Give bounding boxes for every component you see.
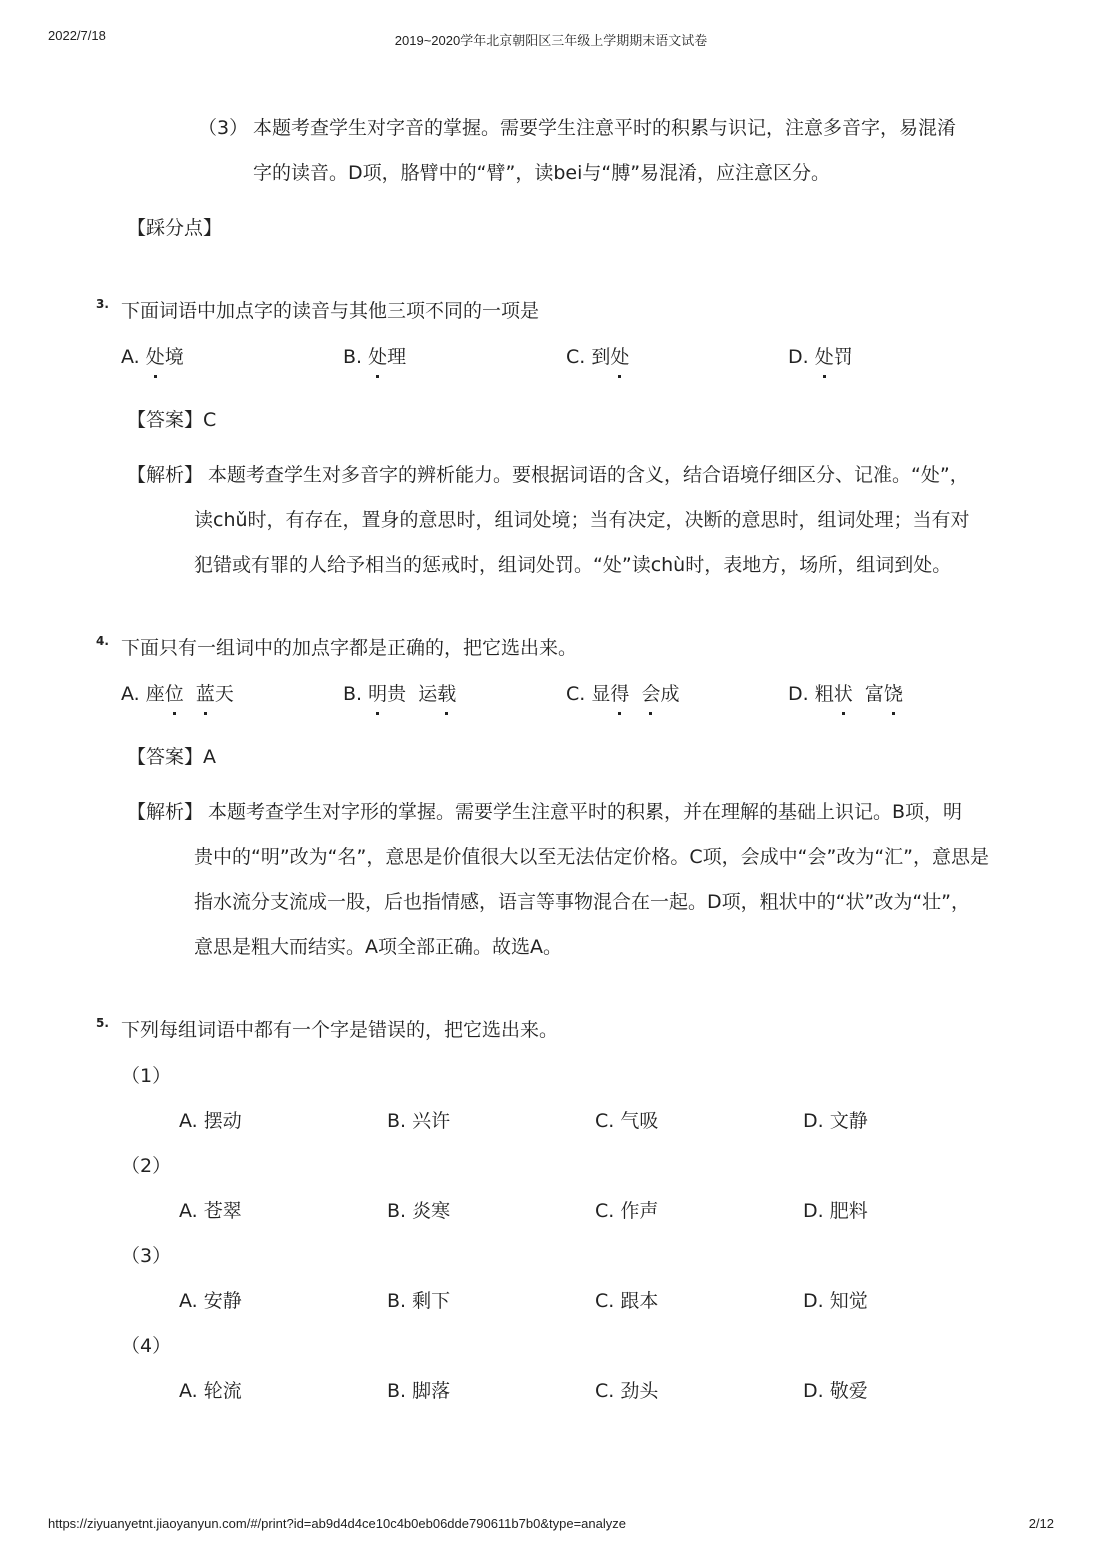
q4-analysis-line3: 指水流分支流成一股，后也指情感，语言等事物混合在一起。D项，粗状中的“状”改为“壮”，: [194, 891, 971, 913]
q3-option-b: [343, 345, 406, 369]
q5-group1-label: （1）: [121, 1065, 172, 1087]
part3-label: （3）: [198, 117, 249, 139]
q5-g1-option-b: B. 兴许: [387, 1110, 451, 1132]
q3-analysis-label: 【解析】: [127, 464, 204, 486]
dotted-char: 明: [368, 683, 388, 705]
q5-g2-option-b: B. 炎寒: [387, 1200, 451, 1222]
option-letter: B.: [343, 346, 363, 368]
q5-g4-option-d: D. 敬爱: [803, 1380, 868, 1402]
q3-analysis-line2: 读chǔ时，有存在，置身的意思时，组词处境；当有决定，决断的意思时，组词处理；当有对: [194, 509, 970, 531]
q4-option-a: [121, 682, 234, 706]
char: 成: [660, 683, 680, 705]
q4-analysis-line4: 意思是粗大而结实。A项全部正确。故选A。: [194, 936, 562, 958]
scoring-points-label: 【踩分点】: [127, 217, 223, 239]
q5-g4-option-a: A. 轮流: [179, 1380, 242, 1402]
q3-stem: 下面词语中加点字的读音与其他三项不同的一项是: [121, 300, 540, 322]
q5-stem: 下列每组词语中都有一个字是错误的，把它选出来。: [121, 1019, 559, 1041]
option-rest: 罚: [833, 346, 853, 368]
option-letter: C.: [566, 346, 586, 368]
q4-option-d: [788, 682, 903, 706]
dotted-char: 得: [610, 683, 630, 705]
part3-line2: 字的读音。D项，胳臂中的“臂”，读bei与“膊”易混淆，应注意区分。: [253, 162, 831, 184]
char: 座: [145, 683, 165, 705]
q3-answer: [127, 408, 216, 432]
q5-group3-label: （3）: [121, 1245, 172, 1267]
q5-g3-option-d: D. 知觉: [803, 1290, 868, 1312]
q4-option-c: [566, 682, 680, 706]
q5-group2-label: （2）: [121, 1155, 172, 1177]
option-rest: 境: [164, 346, 184, 368]
q5-g2-option-c: C. 作声: [595, 1200, 659, 1222]
q3-option-d: [788, 345, 853, 369]
option-pre: 到: [591, 346, 611, 368]
option-letter: C.: [566, 683, 586, 705]
option-letter: B.: [343, 683, 363, 705]
q5-g3-option-a: A. 安静: [179, 1290, 242, 1312]
q4-analysis-line2: 贵中的“明”改为“名”，意思是价值很大以至无法估定价格。C项，会成中“会”改为“汇”，意思是: [194, 846, 990, 868]
dotted-char: 载: [437, 683, 457, 705]
char: 运: [418, 683, 438, 705]
q3-analysis-line3: 犯错或有罪的人给予相当的惩戒时，组词处罚。“处”读chù时，表地方，场所，组词到处。: [194, 554, 952, 576]
q5-g4-option-b: B. 脚落: [387, 1380, 451, 1402]
q5-g3-option-c: C. 跟本: [595, 1290, 659, 1312]
q4-number: 4.: [96, 634, 109, 648]
q4-option-b: [343, 682, 456, 706]
option-letter: A.: [121, 683, 140, 705]
q5-g1-option-c: C. 气吸: [595, 1110, 659, 1132]
dotted-char: 位: [164, 683, 184, 705]
char: 富: [864, 683, 884, 705]
q5-g2-option-a: A. 苍翠: [179, 1200, 242, 1222]
q5-g4-option-c: C. 劲头: [595, 1380, 659, 1402]
dotted-char: 饶: [883, 683, 903, 705]
option-letter: A.: [121, 346, 140, 368]
q5-group4-label: （4）: [121, 1335, 172, 1357]
answer-label: 【答案】: [127, 746, 204, 768]
dotted-char: 蓝: [195, 683, 215, 705]
dotted-char: 会: [641, 683, 661, 705]
char: 贵: [387, 683, 407, 705]
q3-option-c: [566, 345, 629, 369]
q3-option-a: [121, 345, 184, 369]
answer-value: A: [203, 746, 217, 768]
char: 粗: [814, 683, 834, 705]
q5-g1-option-a: A. 摆动: [179, 1110, 242, 1132]
option-rest: 理: [387, 346, 407, 368]
q4-answer: [127, 745, 216, 769]
q3-analysis-line1: 本题考查学生对多音字的辨析能力。要根据词语的含义，结合语境仔细区分、记准。“处”，: [208, 464, 969, 486]
q4-analysis-line1: 本题考查学生对字形的掌握。需要学生注意平时的积累，并在理解的基础上识记。B项，明: [208, 801, 963, 823]
page-number: 2/12: [1028, 1516, 1054, 1531]
part3-line1: 本题考查学生对字音的掌握。需要学生注意平时的积累与识记，注意多音字，易混淆: [253, 117, 957, 139]
dotted-char: 处: [368, 346, 388, 368]
char: 天: [214, 683, 234, 705]
print-date: 2022/7/18: [48, 28, 106, 43]
q5-g2-option-d: D. 肥料: [803, 1200, 868, 1222]
dotted-char: 处: [814, 346, 834, 368]
option-letter: D.: [788, 346, 809, 368]
q3-number: 3.: [96, 297, 109, 311]
document-title: 2019~2020学年北京朝阳区三年级上学期期末语文试卷: [394, 33, 708, 48]
option-letter: D.: [788, 683, 809, 705]
dotted-char: 处: [610, 346, 630, 368]
page-url: https://ziyuanyetnt.jiaoyanyun.com/#/print?id=ab9d4d4ce10c4b0eb06dde790611b7b0&type=analyze: [48, 1516, 626, 1531]
q5-g1-option-d: D. 文静: [803, 1110, 868, 1132]
answer-label: 【答案】: [127, 409, 204, 431]
q4-stem: 下面只有一组词中的加点字都是正确的，把它选出来。: [121, 637, 578, 659]
dotted-char: 状: [833, 683, 853, 705]
answer-value: C: [203, 409, 217, 431]
q4-analysis-label: 【解析】: [127, 801, 204, 823]
q5-g3-option-b: B. 剩下: [387, 1290, 451, 1312]
dotted-char: 处: [145, 346, 165, 368]
char: 显: [591, 683, 611, 705]
q5-number: 5.: [96, 1016, 109, 1030]
